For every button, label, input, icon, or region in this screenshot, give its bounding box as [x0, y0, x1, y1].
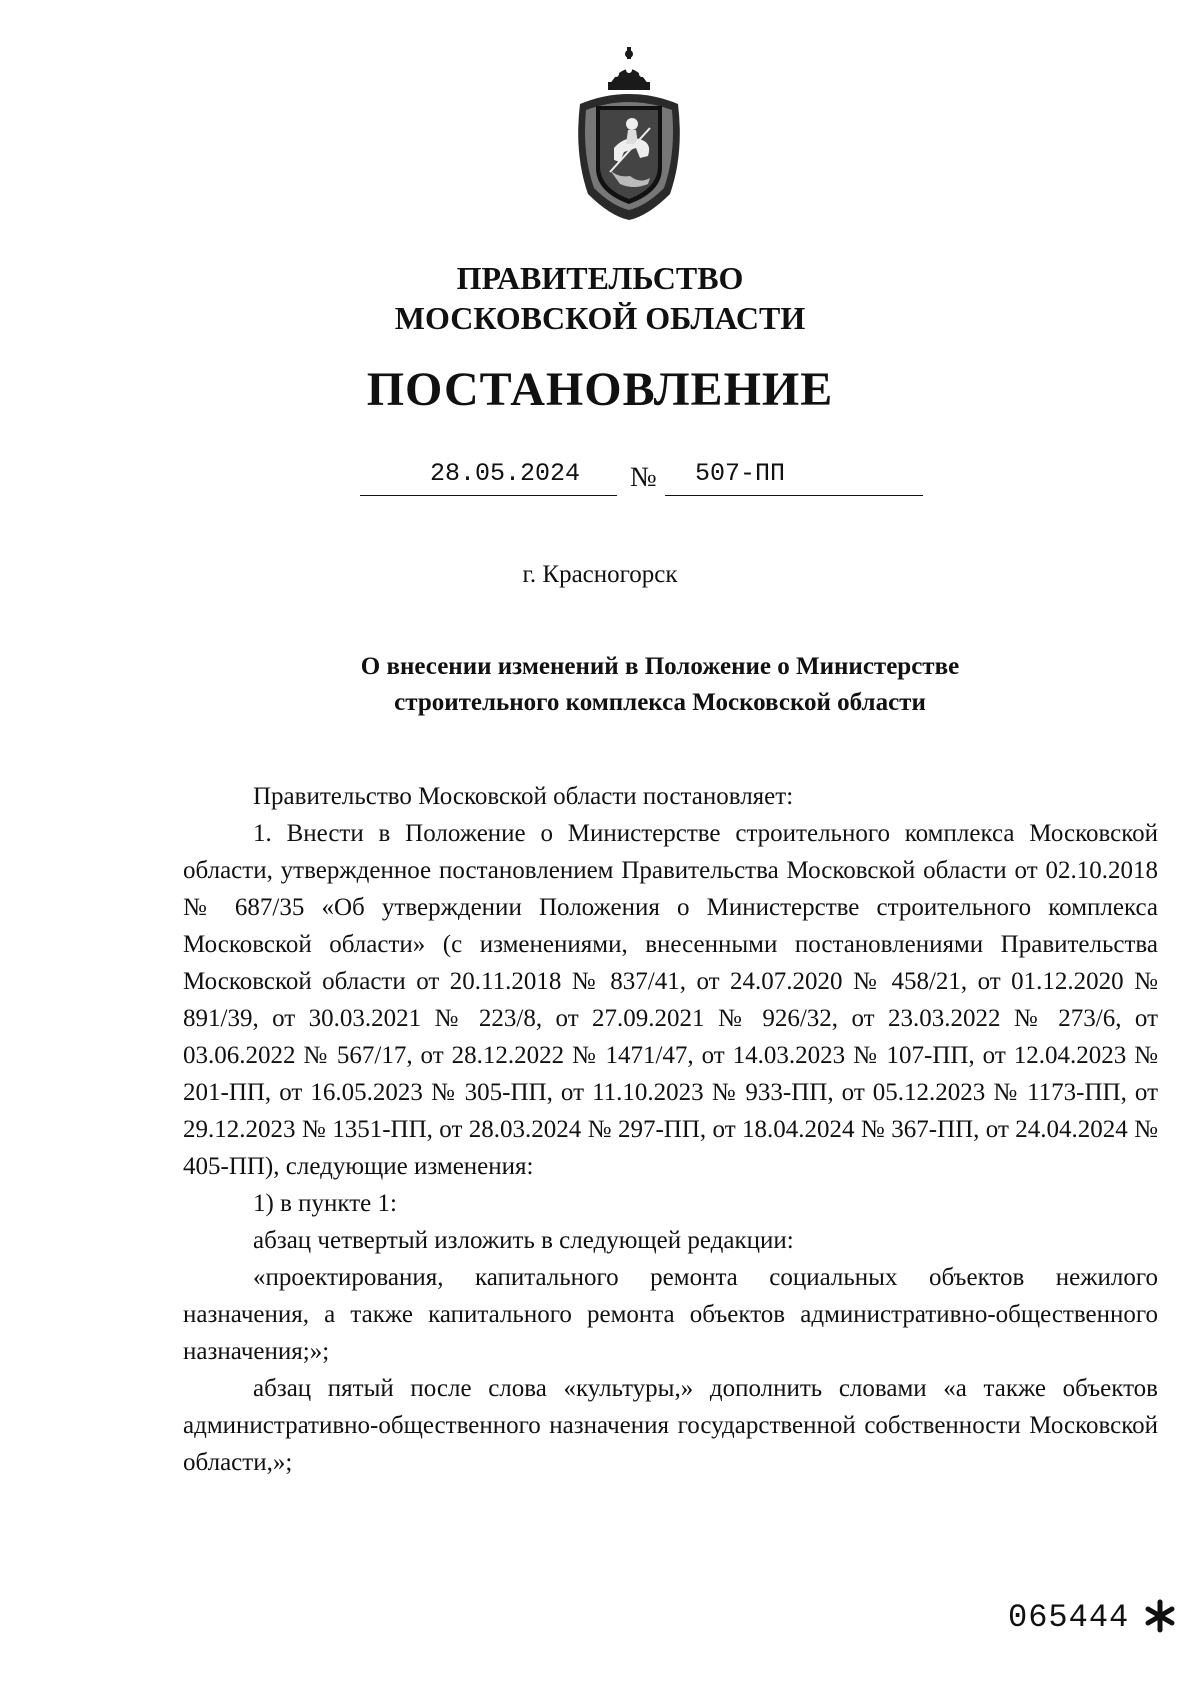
moscow-oblast-coat-of-arms-icon: [570, 44, 688, 222]
subject-line-1: О внесении изменений в Положение о Министерстве: [360, 653, 960, 680]
body-paragraph-instruction-2: абзац пятый после слова «культуры,» дополнить словами «а также объектов административно-общественного назначения государственной собственности Московской области,»;: [183, 1375, 1158, 1476]
document-date: 28.05.2024: [430, 459, 581, 488]
document-type-title: ПОСТАНОВЛЕНИЕ: [366, 363, 834, 416]
number-underline: [665, 495, 923, 496]
document-number: 507-ПП: [695, 459, 786, 488]
body-paragraph-preamble: Правительство Московской области постановляет:: [253, 783, 794, 810]
body-paragraph-subitem-1: 1) в пункте 1:: [253, 1190, 397, 1217]
number-sign: №: [630, 462, 657, 493]
government-name-line-2: МОСКОВСКОЙ ОБЛАСТИ: [394, 300, 806, 336]
issue-city: г. Красногорск: [522, 561, 678, 588]
document-body: [183, 778, 1158, 1481]
government-name-line-1: ПРАВИТЕЛЬСТВО: [456, 260, 744, 296]
body-paragraph-quote-1: «проектирования, капитального ремонта социальных объектов нежилого назначения, а также капитального ремонта объектов административно-общественного назначения;»;: [183, 1264, 1158, 1365]
asterisk-icon: [1142, 1598, 1178, 1634]
footer-serial-code: 065444: [1008, 1599, 1130, 1636]
date-underline: [360, 495, 617, 496]
body-paragraph-instruction-1: абзац четвертый изложить в следующей редакции:: [253, 1227, 794, 1254]
subject-line-2: строительного комплекса Московской области: [394, 689, 926, 716]
body-paragraph-item-1: 1. Внести в Положение о Министерстве строительного комплекса Московской области, утвержденное постановлением Правительства Московской области от 02.10.2018 № 687/35 «Об утверждении Положения о Министерстве строительного комплекса Московской области» (с изменениями, внесенными постановлениями Правительства Московской области от 20.11.2018 № 837/41, от 24.07.2020 № 458/21, от 01.12.2020 № 891/39, от 30.03.2021 № 223/8, от 27.09.2021 № 926/32, от 23.03.2022 № 273/6, от 03.06.2022 № 567/17, от 28.12.2022 № 1471/47, от 14.03.2023 № 107-ПП, от 12.04.2023 № 201-ПП, от 16.05.2023 № 305-ПП, от 11.10.2023 № 933-ПП, от 05.12.2023 № 1173-ПП, от 29.12.2023 № 1351-ПП, от 28.03.2024 № 297-ПП, от 18.04.2024 № 367-ПП, от 24.04.2024 № 405-ПП), следующие изменения:: [183, 820, 1158, 1180]
